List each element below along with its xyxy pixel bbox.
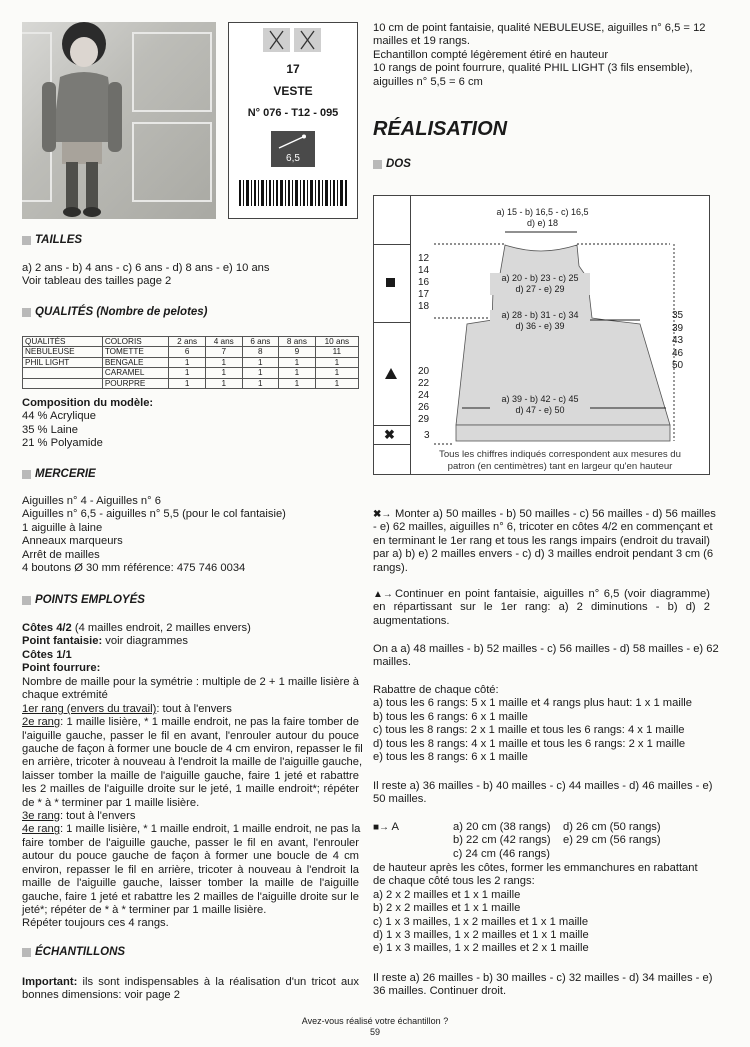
- cross-arrow-icon: ✖→: [373, 509, 392, 520]
- square-marker-icon: [386, 278, 395, 287]
- table-header-row: QUALITÉS COLORIS 2 ans 4 ans 6 ans 8 ans 10 ans: [23, 337, 359, 347]
- needle-size: 6,5: [286, 153, 300, 164]
- step-emmanchures: de hauteur après les côtes, former les emmanchures en rabattant de chaque côté tous les 2 rangs: a) 2 x 2 mailles et 1 x 1 maille b) 2 x 2 mailles et 1 x 1 maille c) 1 x 3 mailles, 1 x 2 mailles et 1 x 1 maille d) 1 x 3 mailles, 1 x 2 mailles et 1 x 1 maille e) 1 x 3 mailles, 1 x 2 mailles et 2 x 1 maille: [373, 862, 698, 955]
- echantillons-heading: ÉCHANTILLONS: [22, 946, 125, 959]
- armhole-width-label: a) 28 - b) 31 - c) 34 d) 36 - e) 39: [490, 310, 590, 332]
- page-number: 59: [369, 1027, 380, 1037]
- points-heading: POINTS EMPLOYÉS: [22, 594, 145, 607]
- triangle-marker-icon: [385, 368, 397, 379]
- bullet-square-icon: [22, 308, 31, 317]
- step-rabattre: Rabattre de chaque côté: a) tous les 6 rangs: 5 x 1 maille et 4 rangs plus haut: 1 x 1 maille b) tous les 6 rangs: 6 x 1 maille c) tous les 8 rangs: 2 x 1 maille et tous les 6 rangs: 4 x 1 maille d) tous les 8 rangs: 4 x 1 maille et tous les 6 rangs: 2 x 1 maille e) tous les 8 rangs: 6 x 1 maille: [373, 684, 693, 764]
- height-list-1: a) 20 cm (38 rangs) b) 22 cm (42 rangs) c) 24 cm (46 rangs): [453, 821, 551, 860]
- height-list-2: d) 26 cm (50 rangs) e) 29 cm (56 rangs): [563, 821, 661, 847]
- step-a-marker: ■→ A: [373, 821, 400, 833]
- bullet-square-icon: [22, 948, 31, 957]
- barcode: [239, 180, 347, 206]
- step-reste-1: Il reste a) 36 mailles - b) 40 mailles - c) 44 mailles - d) 46 mailles - e) 50 mailles.: [373, 780, 713, 806]
- footer-question: Avez-vous réalisé votre échantillon ?: [301, 1016, 449, 1026]
- page-footer: [0, 1016, 750, 1038]
- dos-diagram: [373, 195, 710, 475]
- bullet-square-icon: [22, 470, 31, 479]
- needles-icon: [263, 28, 323, 54]
- card-reference: N° 076 - T12 - 095: [247, 107, 339, 119]
- composition: Composition du modèle: 44 % Acrylique 35 % Laine 21 % Polyamide: [22, 397, 154, 450]
- needle-size-badge: [271, 131, 315, 167]
- tailles-text: a) 2 ans - b) 4 ans - c) 6 ans - d) 8 ans - e) 10 ans Voir tableau des tailles page 2: [22, 262, 270, 288]
- echantillons-text: Important: ils sont indispensables à la réalisation d'un tricot aux bonnes dimensions: voir page 2: [22, 976, 359, 1002]
- upper-height-labels: 12 14 16 17 18: [418, 253, 430, 312]
- triangle-arrow-icon: ▲→: [373, 589, 393, 600]
- table-row: CARAMEL 1 1 1 1 1: [23, 368, 359, 378]
- echantillon-details: 10 cm de point fantaisie, qualité NEBULEUSE, aiguilles n° 6,5 = 12 mailles et 19 rangs. Echantillon compté légèrement étiré en hauteur 10 rangs de point fourrure, qualité PHIL LIGHT (3 fils ensemble), aiguilles n° 5,5 = 6 cm: [373, 22, 706, 88]
- total-height-labels: 35 39 43 46 50: [672, 310, 684, 371]
- square-arrow-icon: ■→: [373, 822, 390, 833]
- qualites-table: [22, 336, 359, 389]
- neck-width-label: a) 20 - b) 23 - c) 25 d) 27 - e) 29: [490, 273, 590, 295]
- bullet-square-icon: [373, 160, 382, 169]
- tailles-heading: TAILLES: [22, 234, 82, 247]
- rib-height-label: 3: [424, 430, 430, 441]
- card-title: VESTE: [273, 84, 313, 98]
- step-reste-2: Il reste a) 26 mailles - b) 30 mailles - c) 32 mailles - d) 34 mailles - e) 36 mailles. Continuer droit.: [373, 972, 713, 998]
- bullet-square-icon: [22, 596, 31, 605]
- table-row: POURPRE 1 1 1 1 1: [23, 378, 359, 388]
- dos-heading: DOS: [373, 158, 411, 171]
- realisation-heading: RÉALISATION: [373, 118, 508, 140]
- table-row: PHIL LIGHT BENGALE 1 1 1 1 1: [23, 357, 359, 367]
- step-on-a: On a a) 48 mailles - b) 52 mailles - c) 56 mailles - d) 58 mailles - e) 62 mailles.: [373, 643, 719, 669]
- step-monter: ✖→ Monter a) 50 mailles - b) 50 mailles - c) 56 mailles - d) 56 mailles - e) 62 mailles, aiguilles n° 6, tricoter en côtes 4/2 en commençant et en terminant le 1er rang et tous les rangs impairs (endroit du travail) par a) b) e) 2 mailles envers - c) d) 3 mailles endroit pendant 3 cm (6 rangs).: [373, 508, 716, 574]
- table-row: NEBULEUSE TOMETTE 6 7 8 9 11: [23, 347, 359, 357]
- bottom-width-label: a) 39 - b) 42 - c) 45 d) 47 - e) 50: [490, 394, 590, 416]
- model-photo: [22, 22, 216, 219]
- step-continuer: ▲→ Continuer en point fantaisie, aiguilles n° 6,5 (voir diagramme) en répartissant sur le 1er rang: a) 2 diminutions - b) d) 2 augmentations.: [373, 588, 710, 627]
- points-text: Côtes 4/2 (4 mailles endroit, 2 mailles envers) Point fantaisie: voir diagrammes Côtes 1/1 Point fourrure:: [22, 622, 251, 675]
- mercerie-heading: MERCERIE: [22, 468, 96, 481]
- mercerie-list: Aiguilles n° 4 - Aiguilles n° 6 Aiguilles n° 6,5 - aiguilles n° 5,5 (pour le col fantaisie) 1 aiguille à laine Anneaux marqueurs Arrêt de mailles 4 boutons Ø 30 mm référence: 475 746 0034: [22, 495, 286, 575]
- point-fourrure-text: Nombre de maille pour la symétrie : multiple de 2 + 1 maille lisière à chaque extrémité 1er rang (envers du travail): tout à l'envers 2e rang: 1 maille lisière, * 1 maille endroit, ne pas la faire tomber de l'aiguille gauche, passer le fil en avant, l'enrouler autour du pouce gauche de façon à former une boucle de 4 cm environ, repasser le fil en arrière, tricoter à nouveau à l'endroit la maille de l'aiguille gauche, laisser tomber la maille de l'aiguille gauche, faire 1 jeté et rabattre les 2 mailles de l'aiguille droite sur le jeté, 1 maille endroit*; répéter de * à * terminer par 1 maille lisière. 3e rang: tout à l'envers 4e rang: 1 maille lisière, * 1 maille endroit, 1 maille endroit, ne pas la faire tomber de l'aiguille gauche, passer le fil en avant, l'enrouler autour du pouce gauche de façon à former une boucle de 4 cm environ, repasser le fil en arrière, tricoter à nouveau à l'endroit la maille de l'aiguille gauche, laisser tomber la maille de l'aiguille gauche, faire 1 jeté et rabattre les 2 mailles de l'aiguille droite sur le jeté*; répéter de * à * terminer par 1 maille lisière. Répéter toujours ces 4 rangs.: [22, 676, 363, 930]
- needle-icon: [271, 132, 315, 152]
- cross-marker-icon: ✖: [384, 427, 395, 442]
- top-width-label: a) 15 - b) 16,5 - c) 16,5 d) e) 18: [496, 207, 589, 228]
- card-number: 17: [286, 62, 300, 76]
- qualites-heading: QUALITÉS (Nombre de pelotes): [22, 306, 208, 319]
- diagram-note: Tous les chiffres indiqués correspondent aux mesures du patron (en centimètres) tant en largeur qu'en hauteur: [439, 449, 681, 472]
- pattern-card: [228, 22, 358, 219]
- bullet-square-icon: [22, 236, 31, 245]
- lower-height-labels: 20 22 24 26 29: [418, 366, 430, 425]
- child-figure: [22, 22, 216, 219]
